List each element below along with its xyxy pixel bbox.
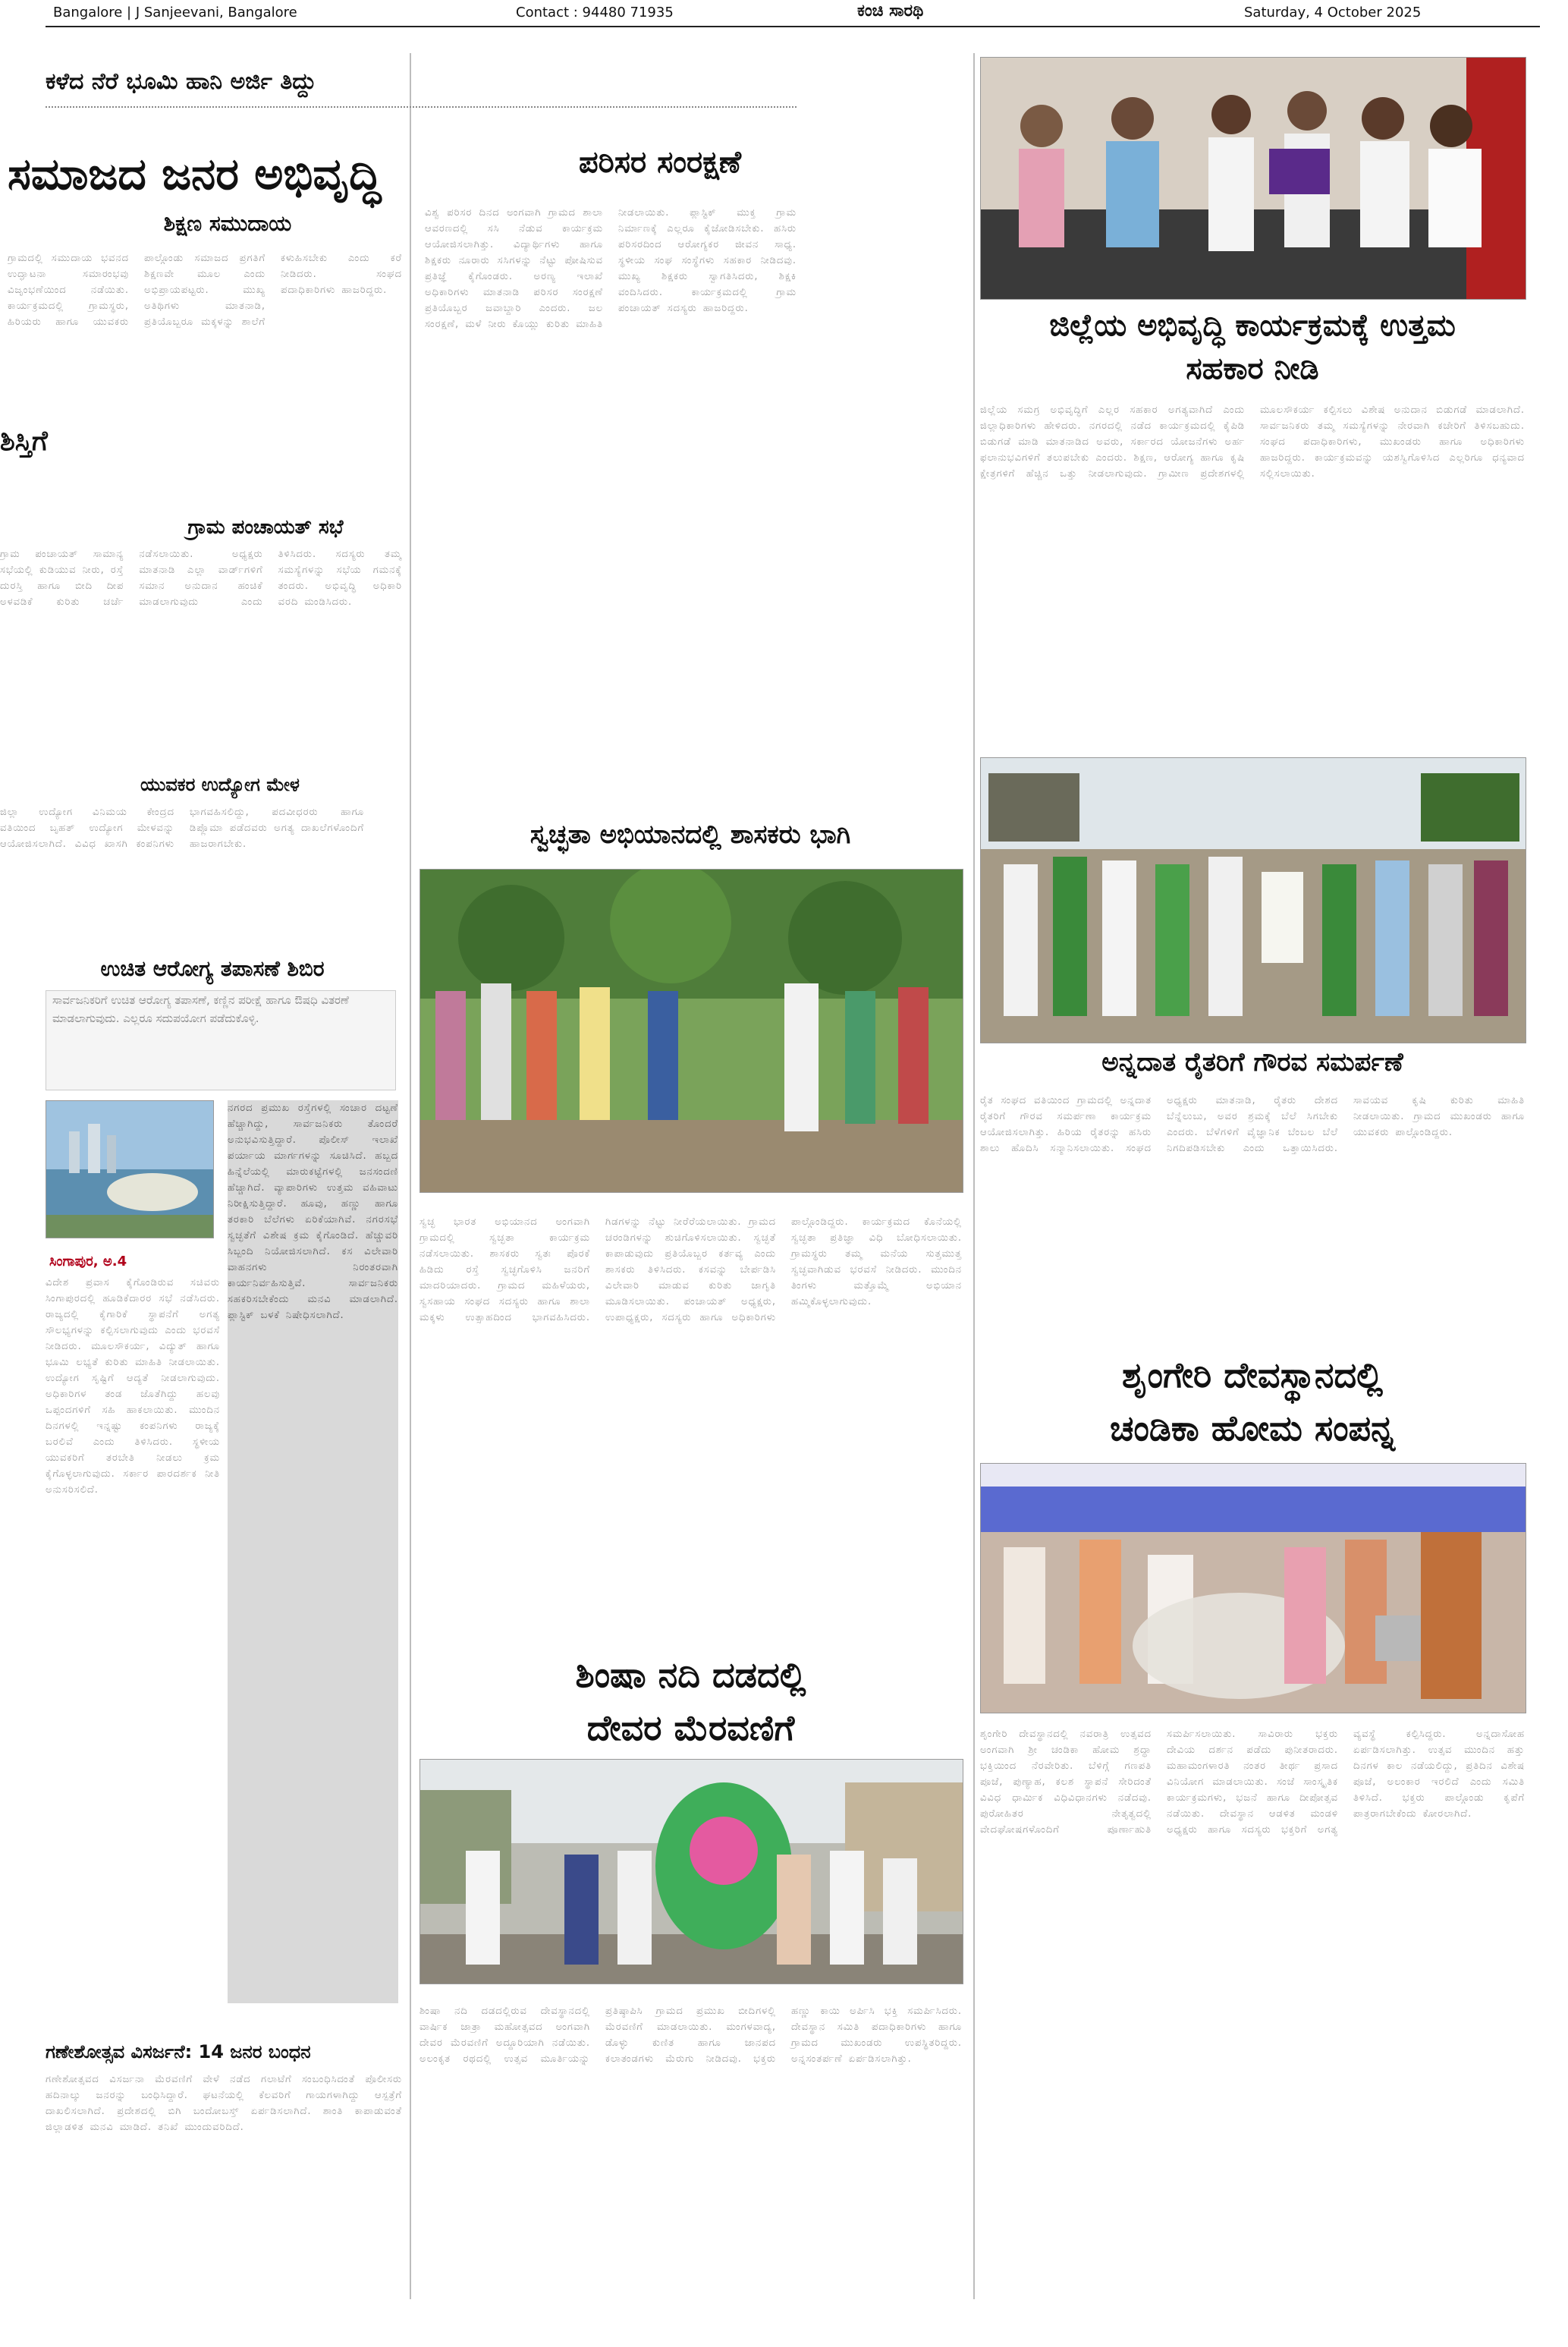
contact-line: Contact : 94480 71935	[516, 5, 674, 20]
left-article-1-body: ಗ್ರಾಮದಲ್ಲಿ ಸಮುದಾಯ ಭವನದ ಉದ್ಘಾಟನಾ ಸಮಾರಂಭವು ವಿಜೃಂಭಣೆಯಿಂದ ನಡೆಯಿತು. ಕಾರ್ಯಕ್ರಮದಲ್ಲಿ ಗ್ರಾಮಸ್ಥರು, ಹಿರಿಯರು ಹಾಗೂ ಯುವಕರು ಪಾಲ್ಗೊಂಡು ಸಮಾಜದ ಪ್ರಗತಿಗೆ ಶಿಕ್ಷಣವೇ ಮೂಲ ಎಂದು ಅಭಿಪ್ರಾಯಪಟ್ಟರು. ಮುಖ್ಯ ಅತಿಥಿಗಳು ಮಾತನಾಡಿ, ಪ್ರತಿಯೊಬ್ಬರೂ ಮಕ್ಕಳನ್ನು ಶಾಲೆಗೆ ಕಳುಹಿಸಬೇಕು ಎಂದು ಕರೆ ನೀಡಿದರು. ಸಂಘದ ಪದಾಧಿಕಾರಿಗಳು ಹಾಜರಿದ್ದರು.	[8, 253, 402, 328]
singapore-caption: ಸಿಂಗಾಪುರ, ಅ.4	[49, 1254, 127, 1269]
right-headline-1-line1: ಜಿಲ್ಲೆಯ ಅಭಿವೃದ್ಧಿ ಕಾರ್ಯಕ್ರಮಕ್ಕೆ ಉತ್ತಮ	[1049, 308, 1456, 343]
left-column-a-body: ವಿದೇಶ ಪ್ರವಾಸ ಕೈಗೊಂಡಿರುವ ಸಚಿವರು ಸಿಂಗಾಪುರದಲ್ಲಿ ಹೂಡಿಕೆದಾರರ ಸಭೆ ನಡೆಸಿದರು. ರಾಜ್ಯದಲ್ಲಿ ಕೈಗಾರಿಕೆ ಸ್ಥಾಪನೆಗೆ ಅಗತ್ಯ ಸೌಲಭ್ಯಗಳನ್ನು ಕಲ್ಪಿಸಲಾಗುವುದು ಎಂದು ಭರವಸೆ ನೀಡಿದರು. ಮೂಲಸೌಕರ್ಯ, ವಿದ್ಯುತ್ ಹಾಗೂ ಭೂಮಿ ಲಭ್ಯತೆ ಕುರಿತು ಮಾಹಿತಿ ನೀಡಲಾಯಿತು. ಉದ್ಯೋಗ ಸೃಷ್ಟಿಗೆ ಆದ್ಯತೆ ನೀಡಲಾಗುವುದು. ಅಧಿಕಾರಿಗಳ ತಂಡ ಜೊತೆಗಿದ್ದು ಹಲವು ಒಪ್ಪಂದಗಳಿಗೆ ಸಹಿ ಹಾಕಲಾಯಿತು. ಮುಂದಿನ ದಿನಗಳಲ್ಲಿ ಇನ್ನಷ್ಟು ಕಂಪನಿಗಳು ರಾಜ್ಯಕ್ಕೆ ಬರಲಿವೆ ಎಂದು ತಿಳಿಸಿದರು. ಸ್ಥಳೀಯ ಯುವಕರಿಗೆ ತರಬೇತಿ ನೀಡಲು ಕ್ರಮ ಕೈಗೊಳ್ಳಲಾಗುವುದು. ಸರ್ಕಾರ ಪಾರದರ್ಶಕ ನೀತಿ ಅನುಸರಿಸಲಿದೆ.	[46, 1277, 220, 1496]
column-divider	[973, 53, 975, 2299]
edition-line: Bangalore | J Sanjeevani, Bangalore	[53, 5, 297, 20]
middle-headline-1: ಸ್ವಚ್ಛತಾ ಅಭಿಯಾನದಲ್ಲಿ ಶಾಸಕರು ಭಾಗಿ	[529, 820, 851, 850]
right-headline-1-line2: ಸಹಕಾರ ನೀಡಿ	[1186, 351, 1319, 386]
right-headline-3-line1: ಶೃಂಗೇರಿ ದೇವಸ್ಥಾನದಲ್ಲಿ	[1122, 1354, 1383, 1395]
homa-ritual-photo	[980, 1463, 1526, 1713]
middle-side-headline: ಪರಿಸರ ಸಂರಕ್ಷಣೆ	[578, 145, 741, 180]
left-top-headline: ಕಳೆದ ನೆರೆ ಭೂಮಿ ಹಾನಿ ಅರ್ಜಿ ತಿದ್ದು	[46, 68, 316, 95]
left-bottom-body: ಗಣೇಶೋತ್ಸವದ ವಿಸರ್ಜನಾ ಮೆರವಣಿಗೆ ವೇಳೆ ನಡೆದ ಗಲಾಟೆಗೆ ಸಂಬಂಧಿಸಿದಂತೆ ಪೊಲೀಸರು ಹದಿನಾಲ್ಕು ಜನರನ್ನು ಬಂಧಿಸಿದ್ದಾರೆ. ಘಟನೆಯಲ್ಲಿ ಕೆಲವರಿಗೆ ಗಾಯಗಳಾಗಿದ್ದು ಆಸ್ಪತ್ರೆಗೆ ದಾಖಲಿಸಲಾಗಿದೆ. ಪ್ರದೇಶದಲ್ಲಿ ಬಿಗಿ ಬಂದೋಬಸ್ತ್ ಏರ್ಪಡಿಸಲಾಗಿದೆ. ಶಾಂತಿ ಕಾಪಾಡುವಂತೆ ಜಿಲ್ಲಾಡಳಿತ ಮನವಿ ಮಾಡಿದೆ. ತನಿಖೆ ಮುಂದುವರಿದಿದೆ.	[46, 2074, 402, 2133]
middle-side-body: ವಿಶ್ವ ಪರಿಸರ ದಿನದ ಅಂಗವಾಗಿ ಗ್ರಾಮದ ಶಾಲಾ ಆವರಣದಲ್ಲಿ ಸಸಿ ನೆಡುವ ಕಾರ್ಯಕ್ರಮ ಆಯೋಜಿಸಲಾಗಿತ್ತು. ವಿದ್ಯಾರ್ಥಿಗಳು ಹಾಗೂ ಶಿಕ್ಷಕರು ನೂರಾರು ಸಸಿಗಳನ್ನು ನೆಟ್ಟು ಪೋಷಿಸುವ ಪ್ರತಿಜ್ಞೆ ಕೈಗೊಂಡರು. ಅರಣ್ಯ ಇಲಾಖೆ ಅಧಿಕಾರಿಗಳು ಮಾತನಾಡಿ ಪರಿಸರ ಸಂರಕ್ಷಣೆ ಪ್ರತಿಯೊಬ್ಬರ ಜವಾಬ್ದಾರಿ ಎಂದರು. ಜಲ ಸಂರಕ್ಷಣೆ, ಮಳೆ ನೀರು ಕೊಯ್ಲು ಕುರಿತು ಮಾಹಿತಿ ನೀಡಲಾಯಿತು. ಪ್ಲಾಸ್ಟಿಕ್ ಮುಕ್ತ ಗ್ರಾಮ ನಿರ್ಮಾಣಕ್ಕೆ ಎಲ್ಲರೂ ಕೈಜೋಡಿಸಬೇಕು. ಹಸಿರು ಪರಿಸರದಿಂದ ಆರೋಗ್ಯಕರ ಜೀವನ ಸಾಧ್ಯ. ಸ್ಥಳೀಯ ಸಂಘ ಸಂಸ್ಥೆಗಳು ಸಹಕಾರ ನೀಡಿದವು. ಮುಖ್ಯ ಶಿಕ್ಷಕರು ಸ್ವಾಗತಿಸಿದರು, ಶಿಕ್ಷಕಿ ವಂದಿಸಿದರು. ಕಾರ್ಯಕ್ರಮದಲ್ಲಿ ಗ್ರಾಮ ಪಂಚಾಯತ್ ಸದಸ್ಯರು ಹಾಜರಿದ್ದರು.	[425, 207, 797, 330]
left-kicker: ಶಿಸ್ತಿಗೆ	[0, 426, 48, 457]
left-article-2-body: ಗ್ರಾಮ ಪಂಚಾಯತ್ ಸಾಮಾನ್ಯ ಸಭೆಯಲ್ಲಿ ಕುಡಿಯುವ ನೀರು, ರಸ್ತೆ ದುರಸ್ತಿ ಹಾಗೂ ಬೀದಿ ದೀಪ ಅಳವಡಿಕೆ ಕುರಿತು ಚರ್ಚೆ ನಡೆಸಲಾಯಿತು. ಅಧ್ಯಕ್ಷರು ಮಾತನಾಡಿ ಎಲ್ಲಾ ವಾರ್ಡ್‌ಗಳಿಗೆ ಸಮಾನ ಅನುದಾನ ಹಂಚಿಕೆ ಮಾಡಲಾಗುವುದು ಎಂದು ತಿಳಿಸಿದರು. ಸದಸ್ಯರು ತಮ್ಮ ಸಮಸ್ಯೆಗಳನ್ನು ಸಭೆಯ ಗಮನಕ್ಕೆ ತಂದರು. ಅಭಿವೃದ್ಧಿ ಅಧಿಕಾರಿ ವರದಿ ಮಂಡಿಸಿದರು.	[0, 549, 402, 608]
singapore-photo	[46, 1100, 214, 1238]
newspaper-brand: ಕಂಚಿ ಸಾರಥಿ	[857, 2, 924, 20]
masthead	[46, 0, 1540, 27]
left-bottom-headline: ಗಣೇಶೋತ್ಸವ ವಿಸರ್ಜನೆ: 14 ಜನರ ಬಂಧನ	[46, 2041, 311, 2062]
left-column-b-body: ನಗರದ ಪ್ರಮುಖ ರಸ್ತೆಗಳಲ್ಲಿ ಸಂಚಾರ ದಟ್ಟಣೆ ಹೆಚ್ಚಾಗಿದ್ದು, ಸಾರ್ವಜನಿಕರು ತೊಂದರೆ ಅನುಭವಿಸುತ್ತಿದ್ದಾರೆ. ಪೊಲೀಸ್ ಇಲಾಖೆ ಪರ್ಯಾಯ ಮಾರ್ಗಗಳನ್ನು ಸೂಚಿಸಿದೆ. ಹಬ್ಬದ ಹಿನ್ನೆಲೆಯಲ್ಲಿ ಮಾರುಕಟ್ಟೆಗಳಲ್ಲಿ ಜನಸಂದಣಿ ಹೆಚ್ಚಾಗಿದೆ. ವ್ಯಾಪಾರಿಗಳು ಉತ್ತಮ ವಹಿವಾಟು ನಿರೀಕ್ಷಿಸುತ್ತಿದ್ದಾರೆ. ಹೂವು, ಹಣ್ಣು ಹಾಗೂ ತರಕಾರಿ ಬೆಲೆಗಳು ಏರಿಕೆಯಾಗಿವೆ. ನಗರಸಭೆ ಸ್ವಚ್ಛತೆಗೆ ವಿಶೇಷ ಕ್ರಮ ಕೈಗೊಂಡಿದೆ. ಹೆಚ್ಚುವರಿ ಸಿಬ್ಬಂದಿ ನಿಯೋಜಿಸಲಾಗಿದೆ. ಕಸ ವಿಲೇವಾರಿ ವಾಹನಗಳು ನಿರಂತರವಾಗಿ ಕಾರ್ಯನಿರ್ವಹಿಸುತ್ತಿವೆ. ಸಾರ್ವಜನಿಕರು ಸಹಕರಿಸಬೇಕೆಂದು ಮನವಿ ಮಾಡಲಾಗಿದೆ. ಪ್ಲಾಸ್ಟಿಕ್ ಬಳಕೆ ನಿಷೇಧಿಸಲಾಗಿದೆ.	[228, 1100, 398, 2003]
right-article-2-body: ರೈತ ಸಂಘದ ವತಿಯಿಂದ ಗ್ರಾಮದಲ್ಲಿ ಅನ್ನದಾತ ರೈತರಿಗೆ ಗೌರವ ಸಮರ್ಪಣಾ ಕಾರ್ಯಕ್ರಮ ಆಯೋಜಿಸಲಾಗಿತ್ತು. ಹಿರಿಯ ರೈತರನ್ನು ಹಸಿರು ಶಾಲು ಹೊದಿಸಿ ಸನ್ಮಾನಿಸಲಾಯಿತು. ಸಂಘದ ಅಧ್ಯಕ್ಷರು ಮಾತನಾಡಿ, ರೈತರು ದೇಶದ ಬೆನ್ನೆಲುಬು, ಅವರ ಶ್ರಮಕ್ಕೆ ಬೆಲೆ ಸಿಗಬೇಕು ಎಂದರು. ಬೆಳೆಗಳಿಗೆ ವೈಜ್ಞಾನಿಕ ಬೆಂಬಲ ಬೆಲೆ ನಿಗದಿಪಡಿಸಬೇಕು ಎಂದು ಒತ್ತಾಯಿಸಿದರು. ಸಾವಯವ ಕೃಷಿ ಕುರಿತು ಮಾಹಿತಿ ನೀಡಲಾಯಿತು. ಗ್ರಾಮದ ಮುಖಂಡರು ಹಾಗೂ ಯುವಕರು ಪಾಲ್ಗೊಂಡಿದ್ದರು.	[980, 1095, 1525, 1154]
farmers-honour-photo	[980, 757, 1526, 1043]
procession-photo	[419, 1759, 963, 1984]
column-divider	[410, 53, 411, 2299]
issue-date: Saturday, 4 October 2025	[1244, 5, 1422, 20]
left-headline-1: ಸಮಾಜದ ಜನರ ಅಭಿವೃದ್ಧಿ	[8, 148, 382, 200]
middle-article-1-body: ಸ್ವಚ್ಛ ಭಾರತ ಅಭಿಯಾನದ ಅಂಗವಾಗಿ ಗ್ರಾಮದಲ್ಲಿ ಸ್ವಚ್ಛತಾ ಕಾರ್ಯಕ್ರಮ ನಡೆಸಲಾಯಿತು. ಶಾಸಕರು ಸ್ವತಃ ಪೊರಕೆ ಹಿಡಿದು ರಸ್ತೆ ಸ್ವಚ್ಛಗೊಳಿಸಿ ಜನರಿಗೆ ಮಾದರಿಯಾದರು. ಗ್ರಾಮದ ಮಹಿಳೆಯರು, ಸ್ವಸಹಾಯ ಸಂಘದ ಸದಸ್ಯರು ಹಾಗೂ ಶಾಲಾ ಮಕ್ಕಳು ಉತ್ಸಾಹದಿಂದ ಭಾಗವಹಿಸಿದರು. ಗಿಡಗಳನ್ನು ನೆಟ್ಟು ನೀರೆರೆಯಲಾಯಿತು. ಗ್ರಾಮದ ಚರಂಡಿಗಳನ್ನು ಶುಚಿಗೊಳಿಸಲಾಯಿತು. ಸ್ವಚ್ಛತೆ ಕಾಪಾಡುವುದು ಪ್ರತಿಯೊಬ್ಬರ ಕರ್ತವ್ಯ ಎಂದು ಶಾಸಕರು ತಿಳಿಸಿದರು. ಕಸವನ್ನು ಬೇರ್ಪಡಿಸಿ ವಿಲೇವಾರಿ ಮಾಡುವ ಕುರಿತು ಜಾಗೃತಿ ಮೂಡಿಸಲಾಯಿತು. ಪಂಚಾಯತ್ ಅಧ್ಯಕ್ಷರು, ಉಪಾಧ್ಯಕ್ಷರು, ಸದಸ್ಯರು ಹಾಗೂ ಅಧಿಕಾರಿಗಳು ಪಾಲ್ಗೊಂಡಿದ್ದರು. ಕಾರ್ಯಕ್ರಮದ ಕೊನೆಯಲ್ಲಿ ಸ್ವಚ್ಛತಾ ಪ್ರತಿಜ್ಞಾ ವಿಧಿ ಬೋಧಿಸಲಾಯಿತು. ಗ್ರಾಮಸ್ಥರು ತಮ್ಮ ಮನೆಯ ಸುತ್ತಮುತ್ತ ಸ್ವಚ್ಛವಾಗಿಡುವ ಭರವಸೆ ನೀಡಿದರು. ಮುಂದಿನ ತಿಂಗಳು ಮತ್ತೊಮ್ಮೆ ಅಭಿಯಾನ ಹಮ್ಮಿಕೊಳ್ಳಲಾಗುವುದು.	[419, 1216, 962, 1323]
left-ad-headline: ಉಚಿತ ಆರೋಗ್ಯ ತಪಾಸಣೆ ಶಿಬಿರ	[100, 956, 325, 981]
right-headline-2: ಅನ್ನದಾತ ರೈತರಿಗೆ ಗೌರವ ಸಮರ್ಪಣೆ	[1101, 1047, 1403, 1078]
cleanliness-drive-photo	[419, 869, 963, 1193]
right-article-1-body: ಜಿಲ್ಲೆಯ ಸಮಗ್ರ ಅಭಿವೃದ್ಧಿಗೆ ಎಲ್ಲರ ಸಹಕಾರ ಅಗತ್ಯವಾಗಿದೆ ಎಂದು ಜಿಲ್ಲಾಧಿಕಾರಿಗಳು ಹೇಳಿದರು. ನಗರದಲ್ಲಿ ನಡೆದ ಕಾರ್ಯಕ್ರಮದಲ್ಲಿ ಕೈಪಿಡಿ ಬಿಡುಗಡೆ ಮಾಡಿ ಮಾತನಾಡಿದ ಅವರು, ಸರ್ಕಾರದ ಯೋಜನೆಗಳು ಅರ್ಹ ಫಲಾನುಭವಿಗಳಿಗೆ ತಲುಪಬೇಕು ಎಂದರು. ಶಿಕ್ಷಣ, ಆರೋಗ್ಯ ಹಾಗೂ ಕೃಷಿ ಕ್ಷೇತ್ರಗಳಿಗೆ ಹೆಚ್ಚಿನ ಒತ್ತು ನೀಡಲಾಗುವುದು. ಗ್ರಾಮೀಣ ಪ್ರದೇಶಗಳಲ್ಲಿ ಮೂಲಸೌಕರ್ಯ ಕಲ್ಪಿಸಲು ವಿಶೇಷ ಅನುದಾನ ಬಿಡುಗಡೆ ಮಾಡಲಾಗಿದೆ. ಸಾರ್ವಜನಿಕರು ತಮ್ಮ ಸಮಸ್ಯೆಗಳನ್ನು ನೇರವಾಗಿ ಕಚೇರಿಗೆ ತಿಳಿಸಬಹುದು. ಸಂಘದ ಪದಾಧಿಕಾರಿಗಳು, ಮುಖಂಡರು ಹಾಗೂ ಅಧಿಕಾರಿಗಳು ಹಾಜರಿದ್ದರು. ಕಾರ್ಯಕ್ರಮವನ್ನು ಯಶಸ್ವಿಗೊಳಿಸಿದ ಎಲ್ಲರಿಗೂ ಧನ್ಯವಾದ ಸಲ್ಲಿಸಲಾಯಿತು.	[980, 404, 1525, 480]
left-article-3-body: ಜಿಲ್ಲಾ ಉದ್ಯೋಗ ವಿನಿಮಯ ಕೇಂದ್ರದ ವತಿಯಿಂದ ಬೃಹತ್ ಉದ್ಯೋಗ ಮೇಳವನ್ನು ಆಯೋಜಿಸಲಾಗಿದೆ. ವಿವಿಧ ಖಾಸಗಿ ಕಂಪನಿಗಳು ಭಾಗವಹಿಸಲಿದ್ದು, ಪದವೀಧರರು ಹಾಗೂ ಡಿಪ್ಲೊಮಾ ಪಡೆದವರು ಅಗತ್ಯ ದಾಖಲೆಗಳೊಂದಿಗೆ ಹಾಜರಾಗಬೇಕು.	[0, 807, 364, 850]
right-headline-3-line2: ಚಂಡಿಕಾ ಹೋಮ ಸಂಪನ್ನ	[1110, 1408, 1395, 1449]
book-release-photo	[980, 57, 1526, 300]
middle-headline-2-line1: ಶಿಂಷಾ ನದಿ ದಡದಲ್ಲಿ	[575, 1654, 806, 1695]
left-subhead-2: ಗ್ರಾಮ ಪಂಚಾಯತ್ ಸಭೆ	[187, 516, 344, 539]
right-article-3-body: ಶೃಂಗೇರಿ ದೇವಸ್ಥಾನದಲ್ಲಿ ನವರಾತ್ರಿ ಉತ್ಸವದ ಅಂಗವಾಗಿ ಶ್ರೀ ಚಂಡಿಕಾ ಹೋಮ ಶ್ರದ್ಧಾ ಭಕ್ತಿಯಿಂದ ನೆರವೇರಿತು. ಬೆಳಿಗ್ಗೆ ಗಣಪತಿ ಪೂಜೆ, ಪುಣ್ಯಾಹ, ಕಲಶ ಸ್ಥಾಪನೆ ಸೇರಿದಂತೆ ವಿವಿಧ ಧಾರ್ಮಿಕ ವಿಧಿವಿಧಾನಗಳು ನಡೆದವು. ಪುರೋಹಿತರ ನೇತೃತ್ವದಲ್ಲಿ ವೇದಘೋಷಗಳೊಂದಿಗೆ ಪೂರ್ಣಾಹುತಿ ಸಮರ್ಪಿಸಲಾಯಿತು. ಸಾವಿರಾರು ಭಕ್ತರು ದೇವಿಯ ದರ್ಶನ ಪಡೆದು ಪುನೀತರಾದರು. ಮಹಾಮಂಗಳಾರತಿ ನಂತರ ತೀರ್ಥ ಪ್ರಸಾದ ವಿನಿಯೋಗ ಮಾಡಲಾಯಿತು. ಸಂಜೆ ಸಾಂಸ್ಕೃತಿಕ ಕಾರ್ಯಕ್ರಮಗಳು, ಭಜನೆ ಹಾಗೂ ದೀಪೋತ್ಸವ ನಡೆಯಿತು. ದೇವಸ್ಥಾನ ಆಡಳಿತ ಮಂಡಳಿ ಅಧ್ಯಕ್ಷರು ಹಾಗೂ ಸದಸ್ಯರು ಭಕ್ತರಿಗೆ ಅಗತ್ಯ ವ್ಯವಸ್ಥೆ ಕಲ್ಪಿಸಿದ್ದರು. ಅನ್ನದಾಸೋಹ ಏರ್ಪಡಿಸಲಾಗಿತ್ತು. ಉತ್ಸವ ಮುಂದಿನ ಹತ್ತು ದಿನಗಳ ಕಾಲ ನಡೆಯಲಿದ್ದು, ಪ್ರತಿದಿನ ವಿಶೇಷ ಪೂಜೆ, ಅಲಂಕಾರ ಇರಲಿದೆ ಎಂದು ಸಮಿತಿ ತಿಳಿಸಿದೆ. ಭಕ್ತರು ಪಾಲ್ಗೊಂಡು ಕೃಪೆಗೆ ಪಾತ್ರರಾಗಬೇಕೆಂದು ಕೋರಲಾಗಿದೆ.	[980, 1729, 1525, 1836]
left-advertisement: ಸಾರ್ವಜನಿಕರಿಗೆ ಉಚಿತ ಆರೋಗ್ಯ ತಪಾಸಣೆ, ಕಣ್ಣಿನ ಪರೀಕ್ಷೆ ಹಾಗೂ ಔಷಧಿ ವಿತರಣೆ ಮಾಡಲಾಗುವುದು. ಎಲ್ಲರೂ ಸದುಪಯೋಗ ಪಡೆದುಕೊಳ್ಳಿ.	[46, 990, 396, 1090]
middle-headline-2-line2: ದೇವರ ಮೆರವಣಿಗೆ	[586, 1707, 795, 1748]
middle-article-2-body: ಶಿಂಷಾ ನದಿ ದಡದಲ್ಲಿರುವ ದೇವಸ್ಥಾನದಲ್ಲಿ ವಾರ್ಷಿಕ ಜಾತ್ರಾ ಮಹೋತ್ಸವದ ಅಂಗವಾಗಿ ದೇವರ ಮೆರವಣಿಗೆ ಅದ್ದೂರಿಯಾಗಿ ನಡೆಯಿತು. ಅಲಂಕೃತ ರಥದಲ್ಲಿ ಉತ್ಸವ ಮೂರ್ತಿಯನ್ನು ಪ್ರತಿಷ್ಠಾಪಿಸಿ ಗ್ರಾಮದ ಪ್ರಮುಖ ಬೀದಿಗಳಲ್ಲಿ ಮೆರವಣಿಗೆ ಮಾಡಲಾಯಿತು. ಮಂಗಳವಾದ್ಯ, ಡೊಳ್ಳು ಕುಣಿತ ಹಾಗೂ ಜಾನಪದ ಕಲಾತಂಡಗಳು ಮೆರುಗು ನೀಡಿದವು. ಭಕ್ತರು ಹಣ್ಣು ಕಾಯಿ ಅರ್ಪಿಸಿ ಭಕ್ತಿ ಸಮರ್ಪಿಸಿದರು. ದೇವಸ್ಥಾನ ಸಮಿತಿ ಪದಾಧಿಕಾರಿಗಳು ಹಾಗೂ ಗ್ರಾಮದ ಮುಖಂಡರು ಉಪಸ್ಥಿತರಿದ್ದರು. ಅನ್ನಸಂತರ್ಪಣೆ ಏರ್ಪಡಿಸಲಾಗಿತ್ತು.	[419, 2006, 962, 2065]
left-subhead-3: ಯುವಕರ ಉದ್ಯೋಗ ಮೇಳ	[140, 774, 300, 795]
left-subhead-1: ಶಿಕ್ಷಣ ಸಮುದಾಯ	[163, 211, 292, 236]
dotted-divider	[46, 106, 797, 108]
